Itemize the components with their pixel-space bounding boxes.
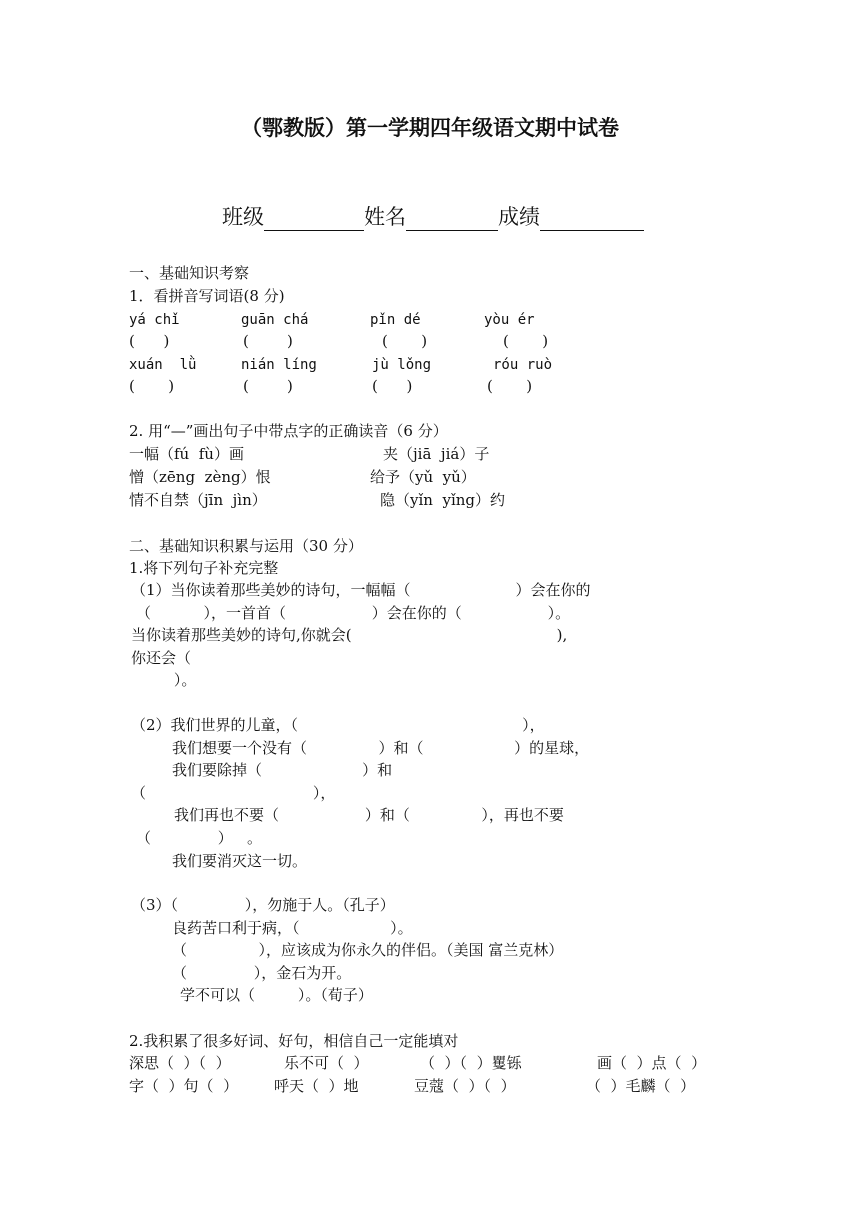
- answer-blank[interactable]: ( ): [243, 332, 293, 350]
- fill-line[interactable]: （ ），应该成为你永久的伴侣。（美国 富兰克林）: [172, 941, 564, 959]
- fill-line[interactable]: 我们再也不要（ ）和（ ），再也不要: [174, 806, 564, 824]
- pinyin-item: yòu ér: [484, 312, 535, 328]
- pronunciation-item[interactable]: 一幅（fú fù）画: [129, 445, 244, 463]
- fill-line[interactable]: （1）当你读着那些美妙的诗句，一幅幅（ ）会在你的: [131, 581, 591, 599]
- s2-q2-label: 2.我积累了很多好词、好句，相信自己一定能填对: [129, 1032, 459, 1050]
- pronunciation-item[interactable]: 给予（yǔ yǔ）: [370, 468, 476, 486]
- q1-label: 1．看拼音写词语(8 分): [129, 287, 285, 305]
- fill-line[interactable]: 我们要除掉（ ）和: [172, 761, 393, 779]
- answer-blank[interactable]: ( ): [382, 332, 428, 350]
- answer-blank[interactable]: ( ): [487, 377, 533, 395]
- pinyin-item: guān chá: [241, 312, 309, 328]
- pronunciation-item[interactable]: 情不自禁（jīn jìn）: [129, 491, 267, 509]
- pinyin-item: jù lǒng: [372, 357, 432, 373]
- fill-line[interactable]: 良药苦口利于病，（ ）。: [172, 919, 413, 937]
- idiom-item[interactable]: 乐不可（ ）: [284, 1054, 369, 1072]
- answer-blank[interactable]: ( ): [372, 377, 413, 395]
- score-label: 成绩: [498, 205, 540, 229]
- name-blank[interactable]: [406, 208, 498, 231]
- section2-heading: 二、基础知识积累与运用（30 分）: [129, 537, 363, 555]
- answer-blank[interactable]: ( ): [243, 377, 293, 395]
- pronunciation-item[interactable]: 憎（zēng zèng）恨: [129, 468, 271, 486]
- fill-line: 我们要消灭这一切。: [172, 852, 308, 870]
- fill-line[interactable]: （ ），金石为开。: [172, 964, 352, 982]
- page-title: （鄂教版）第一学期四年级语文期中试卷: [241, 116, 619, 140]
- class-blank[interactable]: [264, 208, 364, 231]
- idiom-item[interactable]: （ ）（ ）矍铄: [420, 1054, 522, 1072]
- fill-line[interactable]: （ ），: [131, 784, 336, 802]
- answer-blank[interactable]: ( ): [503, 332, 549, 350]
- score-blank[interactable]: [540, 208, 644, 231]
- fill-line[interactable]: 学不可以（ ）。（荀子）: [180, 986, 373, 1004]
- fill-line[interactable]: 你还会（: [131, 649, 192, 667]
- fill-line[interactable]: （2）我们世界的儿童，（ ），: [131, 716, 545, 734]
- fill-line[interactable]: 我们想要一个没有（ ）和（ ）的星球，: [172, 739, 590, 757]
- name-label: 姓名: [364, 205, 406, 229]
- pronunciation-item[interactable]: 夹（jiā jiá）子: [383, 445, 490, 463]
- pinyin-item: róu ruò: [493, 357, 553, 373]
- pinyin-item: pǐn dé: [370, 312, 421, 328]
- answer-blank[interactable]: ( ): [129, 332, 170, 350]
- idiom-item[interactable]: 深思（ ）（ ）: [129, 1054, 231, 1072]
- pinyin-item: nián líng: [241, 357, 317, 373]
- s2-q1-label: 1.将下列句子补充完整: [129, 559, 279, 577]
- fill-line[interactable]: ）。: [131, 671, 197, 689]
- fill-line[interactable]: （ ），一首首（ ）会在你的（ ）。: [136, 604, 571, 622]
- idiom-item[interactable]: （ ）毛麟（ ）: [586, 1077, 696, 1095]
- answer-blank[interactable]: ( ): [129, 377, 175, 395]
- pinyin-item: xuán lǜ: [129, 357, 197, 373]
- student-info-row: [222, 203, 644, 231]
- idiom-item[interactable]: 字（ ）句（ ）: [129, 1077, 239, 1095]
- idiom-item[interactable]: 呼天（ ）地: [274, 1077, 359, 1095]
- idiom-item[interactable]: 豆蔻（ ）（ ）: [414, 1077, 516, 1095]
- fill-line[interactable]: （3）（ ），勿施于人。（孔子）: [131, 896, 395, 914]
- pinyin-item: yá chǐ: [129, 312, 180, 328]
- fill-line[interactable]: （ ） 。: [136, 829, 263, 847]
- idiom-item[interactable]: 画（ ）点（ ）: [597, 1054, 707, 1072]
- pronunciation-item[interactable]: 隐（yǐn yǐng）约: [380, 491, 506, 509]
- fill-line[interactable]: 当你读着那些美妙的诗句,你就会( ),: [131, 626, 568, 644]
- section1-heading: 一、基础知识考察: [129, 264, 250, 282]
- class-label: 班级: [222, 205, 264, 229]
- q2-label: 2. 用“—”画出句子中带点字的正确读音（6 分）: [129, 422, 448, 440]
